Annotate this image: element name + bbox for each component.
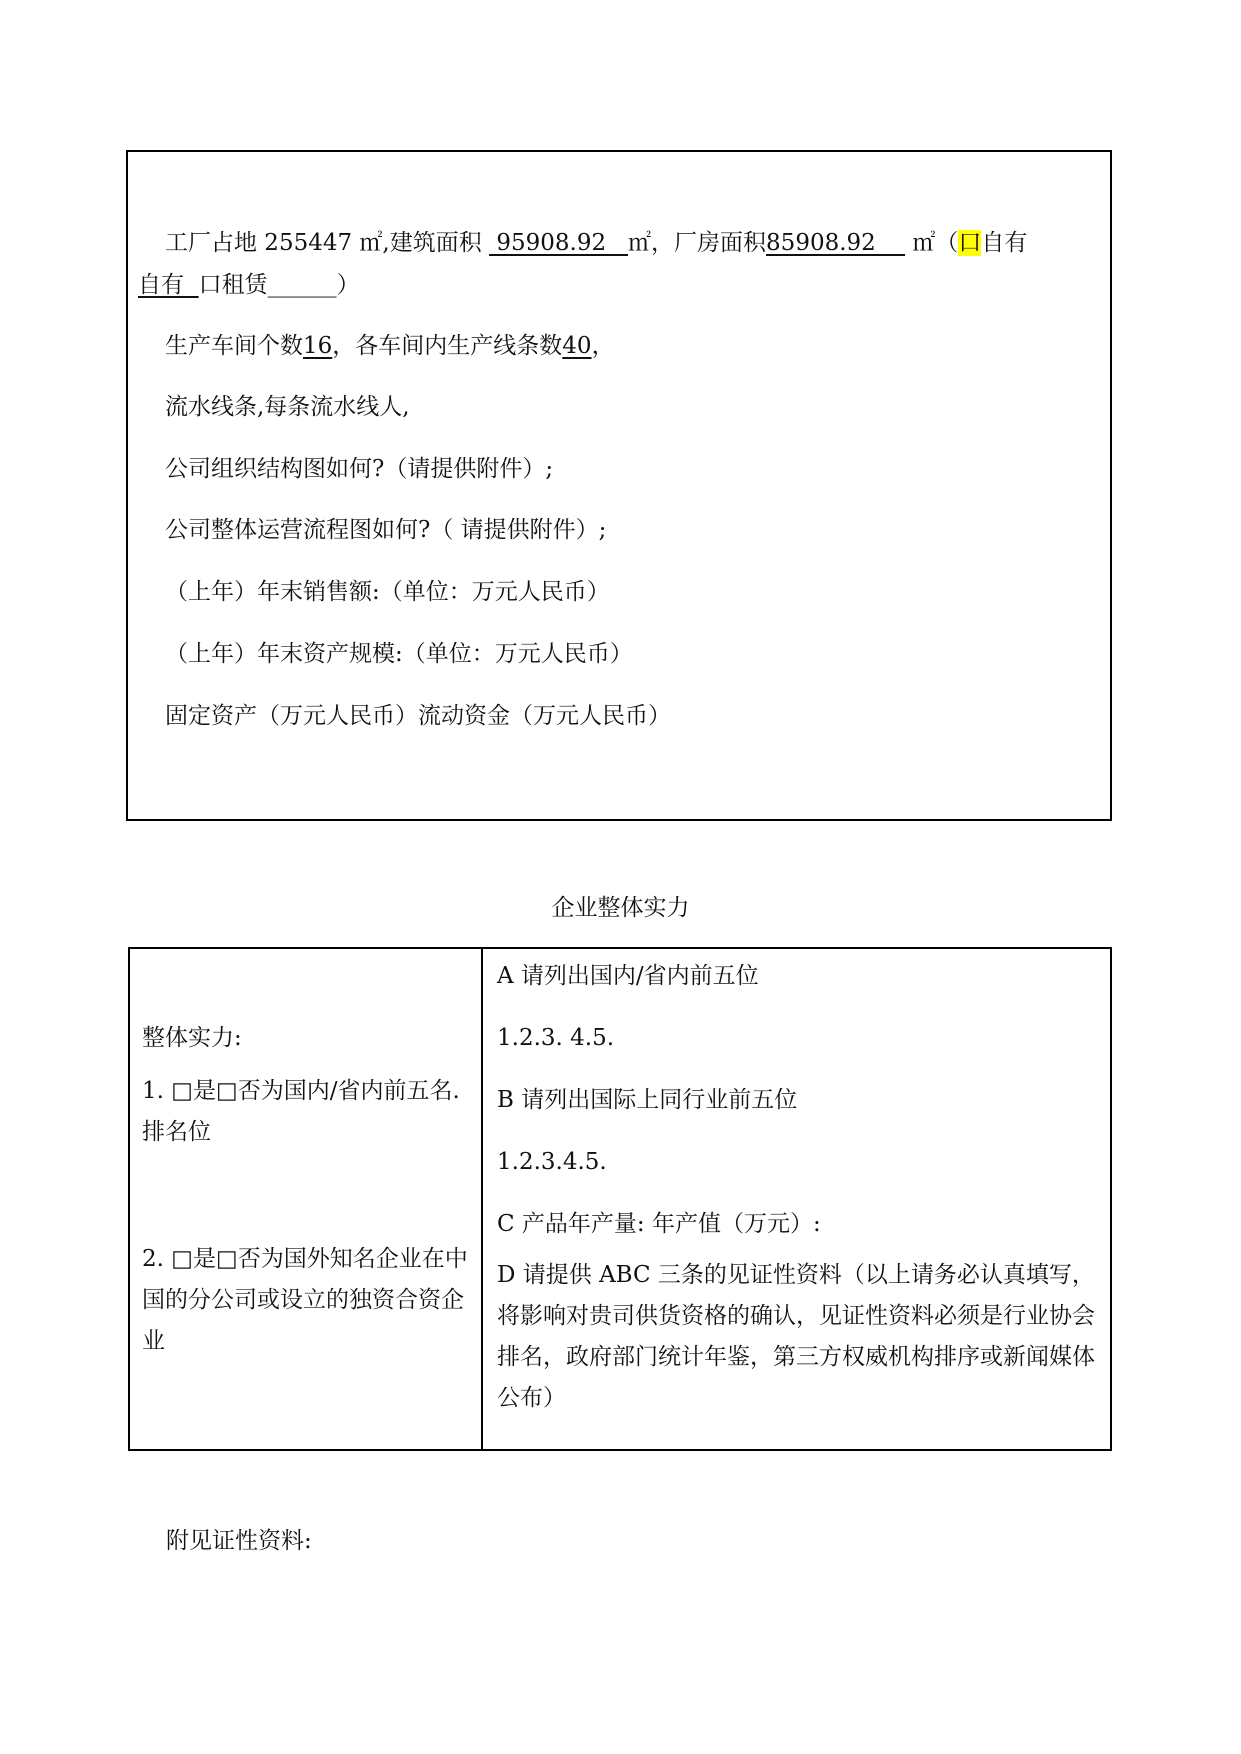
ownership-field[interactable]: 自有 [138,272,199,298]
sales-text: （上年）年末销售额:（单位：万元人民币） [165,579,610,605]
capital-text: 固定资产（万元人民币）流动资金（万元人民币） [165,703,671,729]
area-text: 自有 [981,230,1028,256]
strength-item-1: 1. □是□否为国内/省内前五名.排名位 [142,1078,460,1145]
workshop-text: 生产车间个数 [165,333,303,359]
strength-right-cell [497,949,1102,1449]
org-chart-text: 公司组织结构图如何?（请提供附件）; [165,456,554,482]
section-title: 企业整体实力 [551,895,690,921]
international-top5-label: B 请列出国际上同行业前五位 [497,1087,798,1113]
evidence-instructions: D 请提供 ABC 三条的见证性资料（以上请务必认真填写，将影响对贵司供货资格的确认，见证性资料必须是行业协会排名，政府部门统计年鉴，第三方权威机构排序或新闻媒体公布） [497,1262,1095,1411]
evidence-attachment-note: 附见证性资料: [166,1528,312,1554]
line-count-field[interactable]: 40 [562,333,592,359]
workshop-count-field[interactable]: 16 [303,333,333,359]
workshop-text: ，各车间内生产线条数 [332,333,563,359]
strength-left-cell [142,949,472,1449]
table-divider [481,949,483,1449]
area-paragraph [138,222,1100,306]
domestic-top5-label: A 请列出国内/省内前五位 [497,963,759,989]
building-area-field[interactable]: 95908.92 [489,230,629,256]
strength-item-2: 2. □是□否为国外知名企业在中国的分公司或设立的独资合资企业 [142,1246,468,1354]
annual-output-text[interactable]: C 产品年产量: 年产值（万元）: [497,1211,821,1237]
workshop-text: ， [591,333,615,359]
area-text: 口租赁______） [198,272,360,298]
area-text: ㎡，厂房面积 [628,230,767,256]
plant-area-field[interactable]: 85908.92 [766,230,906,256]
strength-heading: 整体实力: [142,1025,242,1051]
international-top5-list[interactable]: 1.2.3.4.5. [497,1149,607,1175]
assembly-line-text: 流水线条,每条流水线人, [165,394,410,420]
owned-checkbox[interactable]: 口 [958,230,982,256]
process-chart-text: 公司整体运营流程图如何?（ 请提供附件）; [165,517,607,543]
workshop-paragraph [165,332,615,360]
assets-text: （上年）年末资产规模:（单位：万元人民币） [165,641,633,667]
area-text: 工厂占地 255447 ㎡,建筑面积 [165,230,490,256]
factory-info-box [126,150,1112,821]
strength-table [128,947,1112,1451]
domestic-top5-list[interactable]: 1.2.3. 4.5. [497,1025,615,1051]
area-text: ㎡（ [905,230,959,256]
